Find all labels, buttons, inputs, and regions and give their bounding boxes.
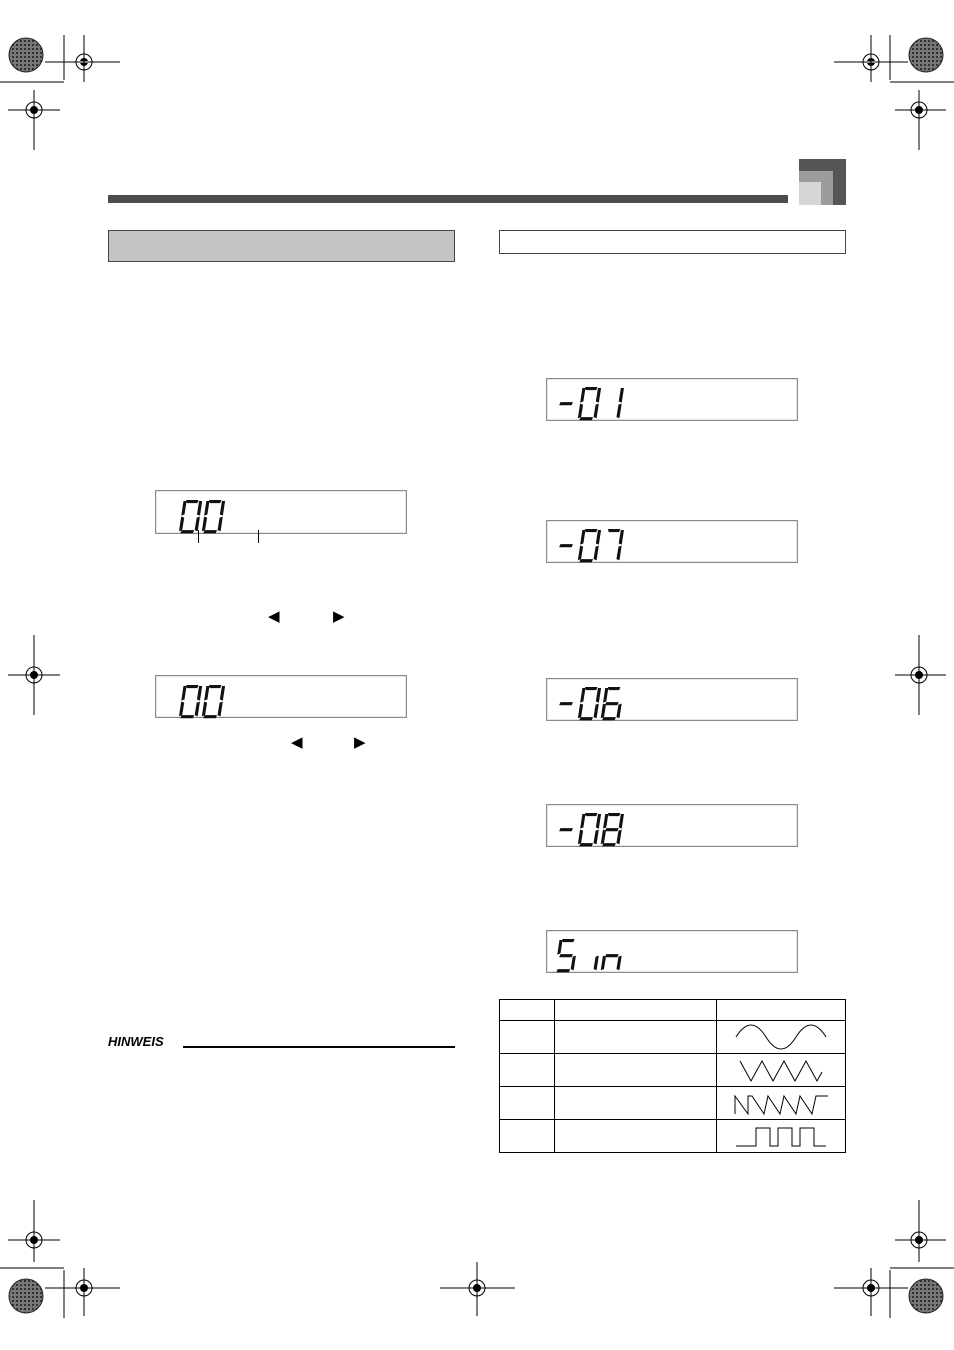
display-pointer-line bbox=[198, 530, 199, 543]
sawtooth-wave-icon bbox=[717, 1087, 846, 1120]
starburst-mark-icon bbox=[9, 1279, 43, 1313]
left-arrow-icon: ◀ bbox=[291, 733, 303, 751]
header-rule bbox=[108, 195, 788, 203]
table-row bbox=[500, 1021, 846, 1054]
lcd-digit bbox=[601, 813, 624, 846]
lcd-digit bbox=[578, 529, 601, 562]
display-pointer-line bbox=[258, 530, 259, 543]
triangle-wave-icon bbox=[717, 1054, 846, 1087]
lcd-digit bbox=[601, 954, 622, 970]
display-right-2 bbox=[547, 521, 799, 564]
lcd-digit bbox=[578, 387, 601, 420]
lcd-digit bbox=[179, 500, 202, 533]
note-rule bbox=[183, 1046, 455, 1048]
lcd-digit bbox=[601, 687, 622, 720]
table-row bbox=[500, 1054, 846, 1087]
display-step-2 bbox=[156, 676, 408, 719]
left-arrow-icon: ◀ bbox=[268, 607, 280, 625]
display-right-4 bbox=[547, 805, 799, 848]
section-heading-box-left bbox=[108, 230, 455, 262]
sine-wave-icon bbox=[717, 1021, 846, 1054]
lcd-digit bbox=[559, 402, 573, 405]
starburst-mark-icon bbox=[9, 38, 43, 72]
square-wave-icon bbox=[717, 1120, 846, 1153]
lcd-digit bbox=[202, 500, 225, 533]
table-row bbox=[500, 1120, 846, 1153]
lcd-display bbox=[546, 804, 798, 847]
lcd-digit bbox=[578, 687, 601, 720]
lcd-display bbox=[546, 378, 798, 421]
lcd-digit bbox=[179, 685, 202, 718]
chapter-tab bbox=[799, 159, 846, 205]
lcd-digit bbox=[559, 828, 573, 831]
lcd-display bbox=[155, 490, 407, 534]
starburst-mark-icon bbox=[909, 38, 943, 72]
display-right-3 bbox=[547, 679, 799, 722]
display-right-1 bbox=[547, 379, 799, 422]
lcd-display bbox=[546, 930, 798, 973]
section-heading-box-right bbox=[499, 230, 846, 254]
table-header-row bbox=[500, 1000, 846, 1021]
lcd-digit bbox=[559, 544, 573, 547]
lcd-digit bbox=[616, 388, 624, 418]
lcd-display bbox=[546, 520, 798, 563]
lcd-display bbox=[155, 675, 407, 718]
right-arrow-icon: ▶ bbox=[354, 733, 366, 751]
lcd-digit bbox=[608, 529, 624, 560]
table-row bbox=[500, 1087, 846, 1120]
display-right-5 bbox=[547, 931, 799, 974]
lcd-digit bbox=[202, 685, 225, 718]
lcd-display bbox=[546, 678, 798, 721]
right-arrow-icon: ▶ bbox=[333, 607, 345, 625]
display-step-1 bbox=[156, 491, 408, 535]
lcd-digit bbox=[556, 939, 576, 972]
waveform-table bbox=[499, 999, 846, 1153]
lcd-digit bbox=[578, 813, 601, 846]
note-label: HINWEIS bbox=[108, 1034, 164, 1049]
lcd-digit bbox=[594, 956, 599, 971]
lcd-digit bbox=[559, 702, 573, 705]
starburst-mark-icon bbox=[909, 1279, 943, 1313]
